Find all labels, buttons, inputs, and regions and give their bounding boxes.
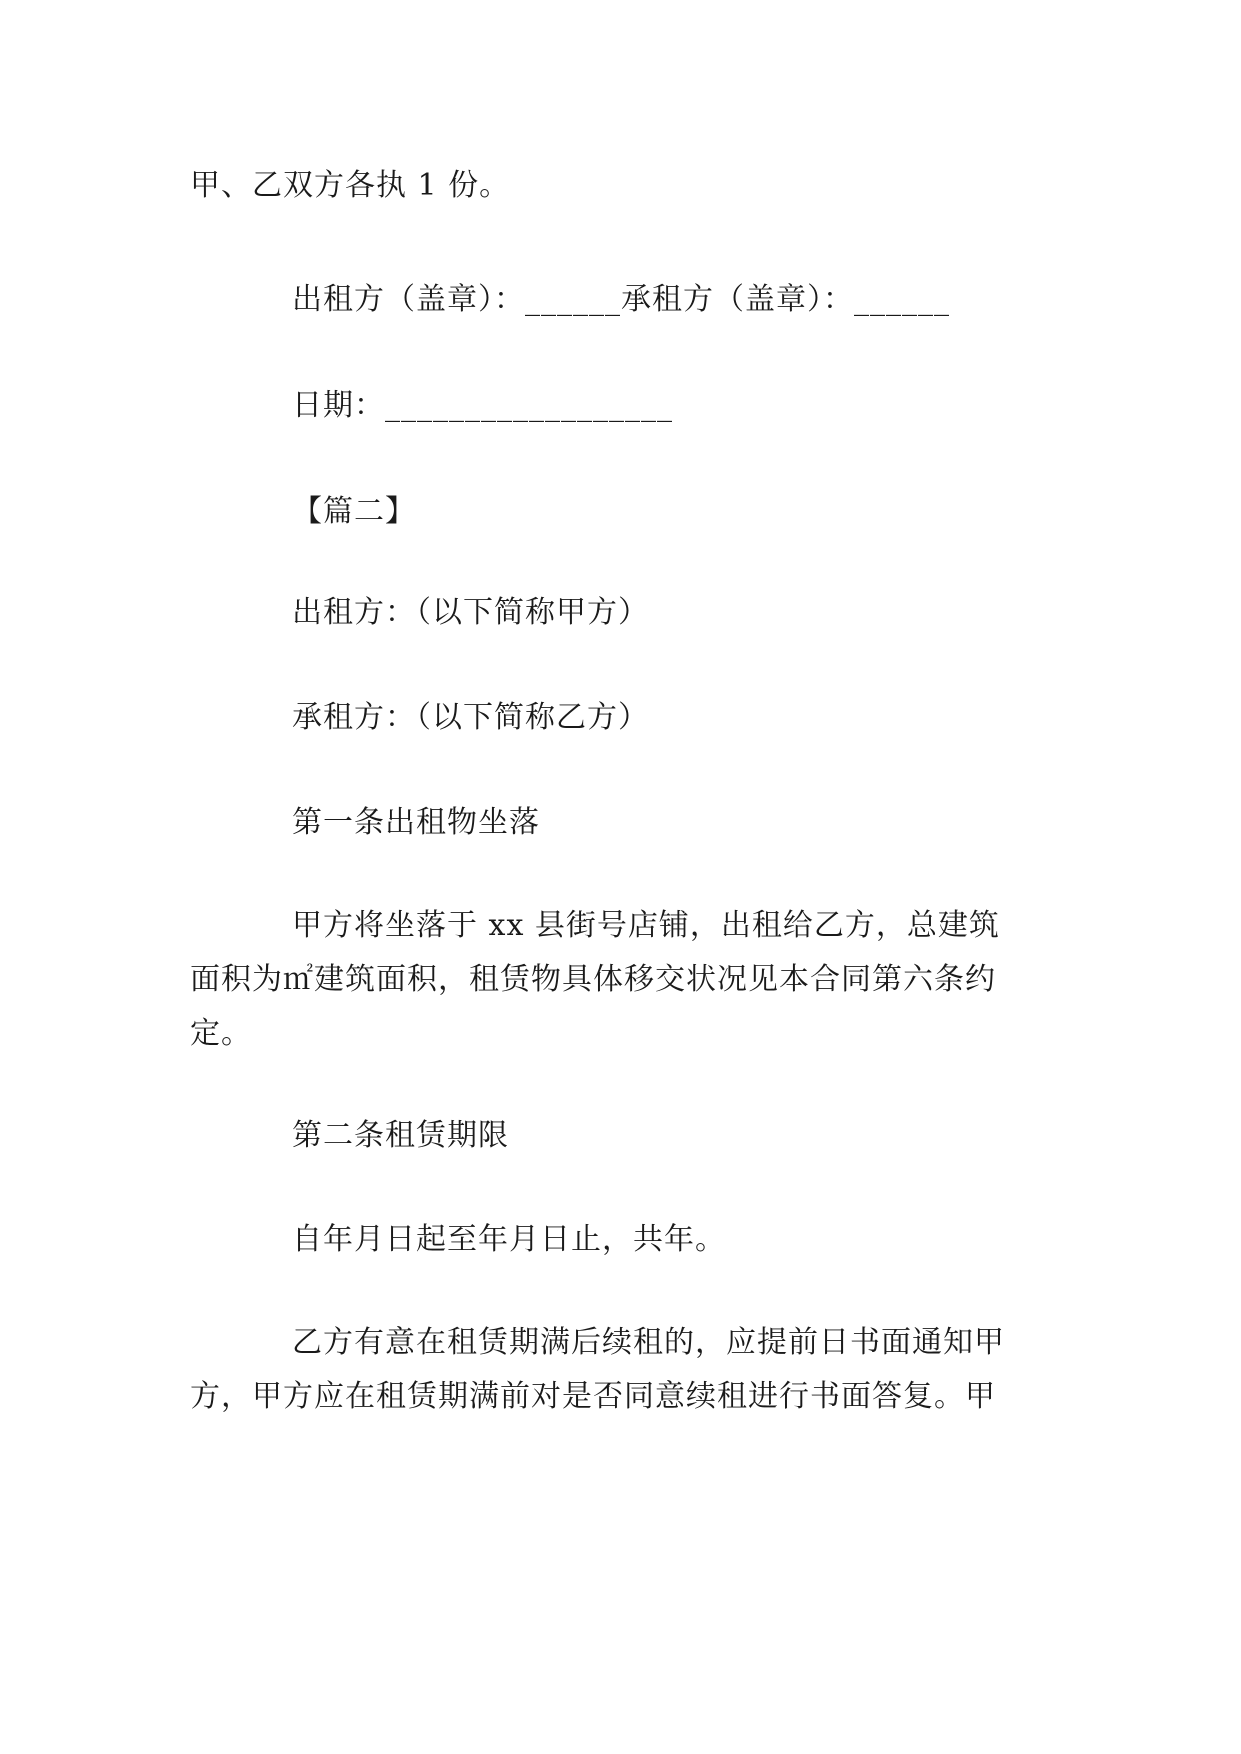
section-heading-part-two: 【篇二】 xyxy=(292,494,416,529)
paragraph-line: 自年月日起至年月日止，共年。 xyxy=(292,1222,726,1257)
text-line-date: 日期：__________________ xyxy=(292,388,673,423)
text-line-lessee: 承租方：（以下简称乙方） xyxy=(292,700,649,735)
paragraph-line: 面积为㎡建筑面积，租赁物具体移交状况见本合同第六条约 xyxy=(190,962,996,997)
text-line-signatures: 出租方（盖章）：______承租方（盖章）：______ xyxy=(292,282,950,317)
paragraph-line: 乙方有意在租赁期满后续租的，应提前日书面通知甲 xyxy=(292,1325,1005,1360)
article-heading-1: 第一条出租物坐落 xyxy=(292,805,540,840)
text-line-copies: 甲、乙双方各执 1 份。 xyxy=(190,168,511,203)
paragraph-line: 定。 xyxy=(190,1016,252,1051)
paragraph-line: 方，甲方应在租赁期满前对是否同意续租进行书面答复。甲 xyxy=(190,1379,996,1414)
article-heading-2: 第二条租赁期限 xyxy=(292,1118,509,1153)
paragraph-line: 甲方将坐落于 xx 县街号店铺，出租给乙方，总建筑 xyxy=(292,908,1000,943)
text-line-lessor: 出租方：（以下简称甲方） xyxy=(292,595,649,630)
